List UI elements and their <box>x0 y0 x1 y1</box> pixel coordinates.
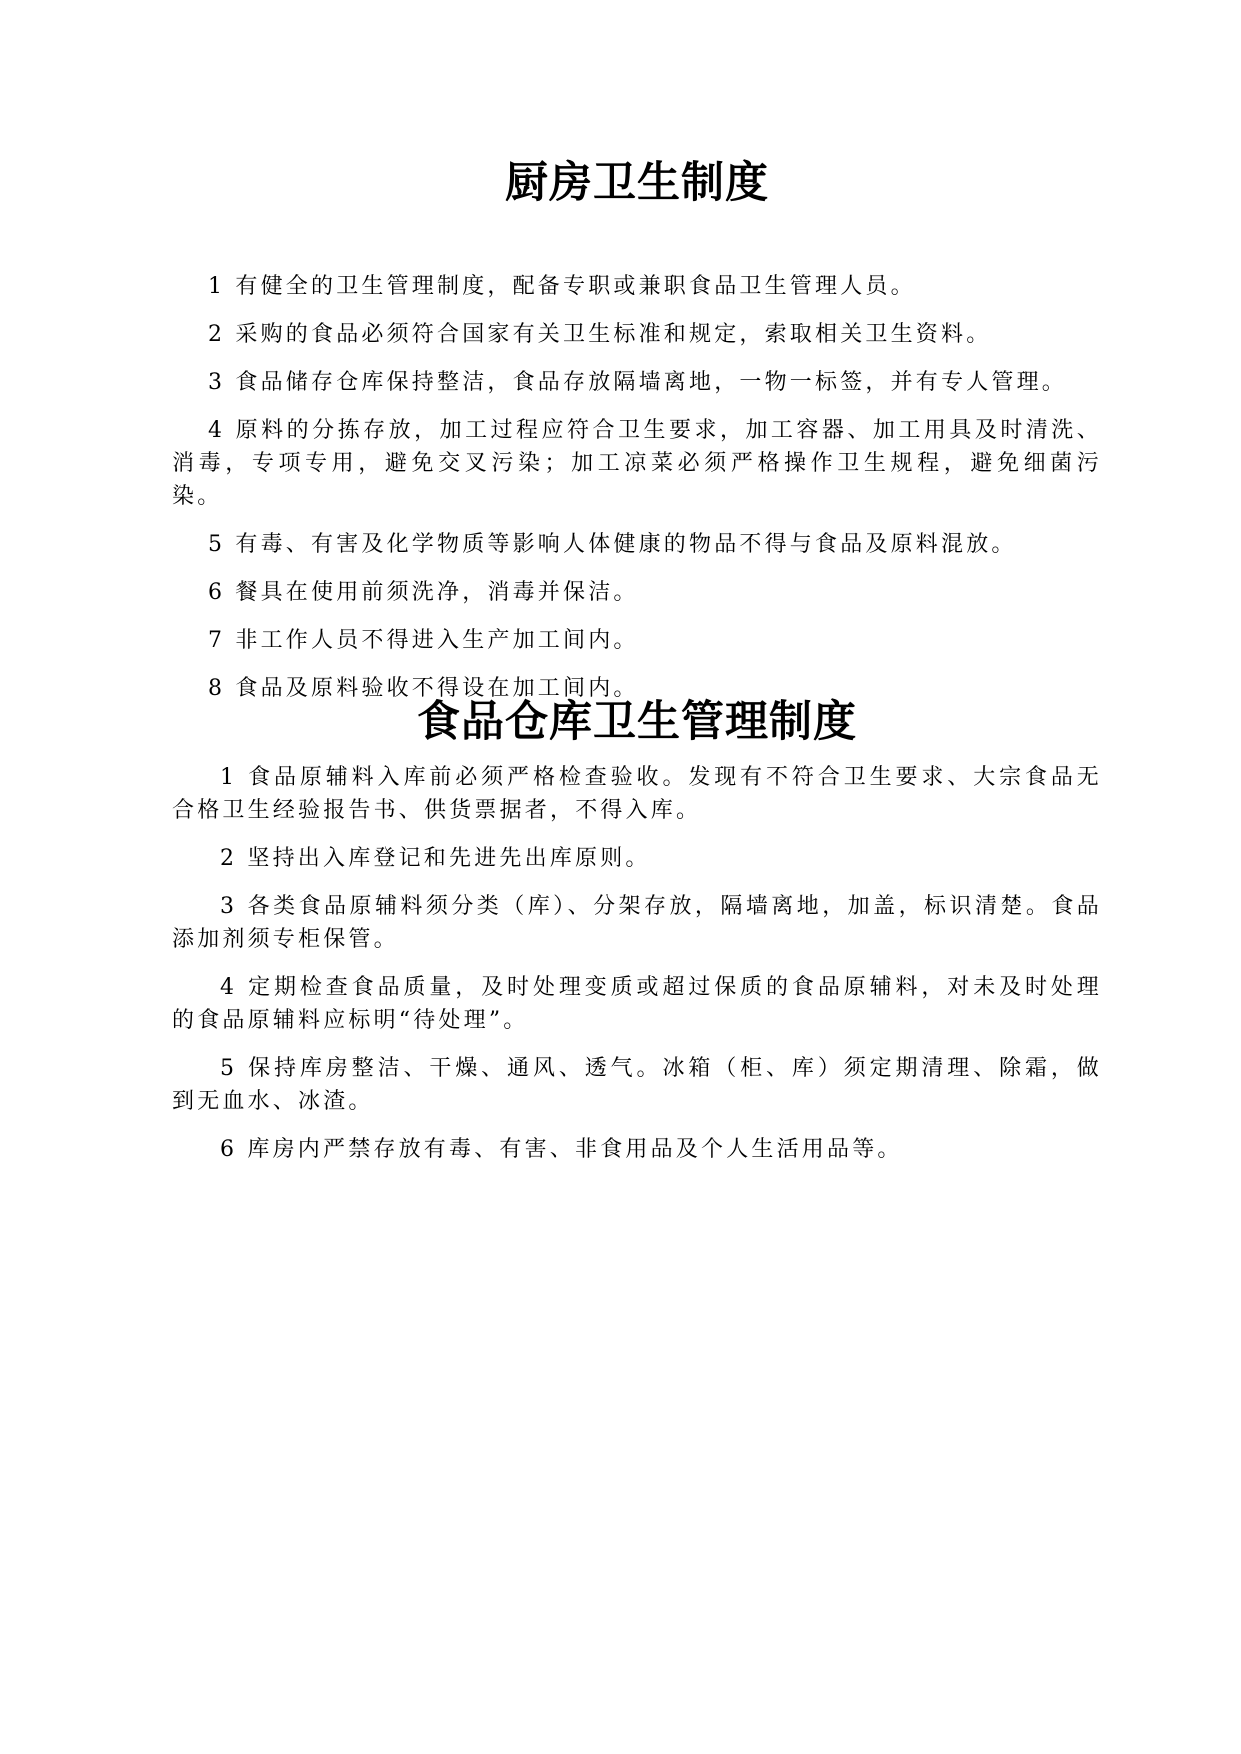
rule-item: 4 定期检查食品质量，及时处理变质或超过保质的食品原辅料，对未及时处理的食品原辅料应标明“待处理”。 <box>172 975 1102 1033</box>
rule-item: 3 各类食品原辅料须分类（库）、分架存放，隔墙离地，加盖，标识清楚。食品添加剂须专柜保管。 <box>172 894 1102 952</box>
section-title: 食品仓库卫生管理制度 <box>417 697 857 747</box>
warehouse-hygiene-section <box>172 693 1102 1181</box>
rule-item: 3 食品储存仓库保持整洁，食品存放隔墙离地，一物一标签，并有专人管理。 <box>208 370 1067 395</box>
rule-item: 6 库房内严禁存放有毒、有害、非食用品及个人生活用品等。 <box>220 1137 903 1162</box>
rule-item: 1 有健全的卫生管理制度，配备专职或兼职食品卫生管理人员。 <box>208 274 916 299</box>
rule-item: 8 食品及原料验收不得设在加工间内。 <box>208 676 639 701</box>
rule-item: 1 食品原辅料入库前必须严格检查验收。发现有不符合卫生要求、大宗食品无合格卫生经验报告书、供货票据者，不得入库。 <box>172 765 1102 823</box>
rule-item: 2 采购的食品必须符合国家有关卫生标准和规定，索取相关卫生资料。 <box>208 322 992 347</box>
rule-item: 7 非工作人员不得进入生产加工间内。 <box>208 628 639 653</box>
rule-item: 4 原料的分拣存放，加工过程应符合卫生要求，加工容器、加工用具及时清洗、消毒，专项专用，避免交叉污染；加工凉菜必须严格操作卫生规程，避免细菌污染。 <box>172 418 1102 509</box>
rule-item: 5 有毒、有害及化学物质等影响人体健康的物品不得与食品及原料混放。 <box>208 532 1017 557</box>
section-title: 厨房卫生制度 <box>505 158 769 208</box>
rule-item: 5 保持库房整洁、干燥、通风、透气。冰箱（柜、库）须定期清理、除霜，做到无血水、冰渣。 <box>172 1056 1102 1114</box>
rule-item: 6 餐具在使用前须洗净，消毒并保洁。 <box>208 580 639 605</box>
rule-item: 2 坚持出入库登记和先进先出库原则。 <box>220 846 651 871</box>
kitchen-hygiene-section <box>172 154 1102 720</box>
